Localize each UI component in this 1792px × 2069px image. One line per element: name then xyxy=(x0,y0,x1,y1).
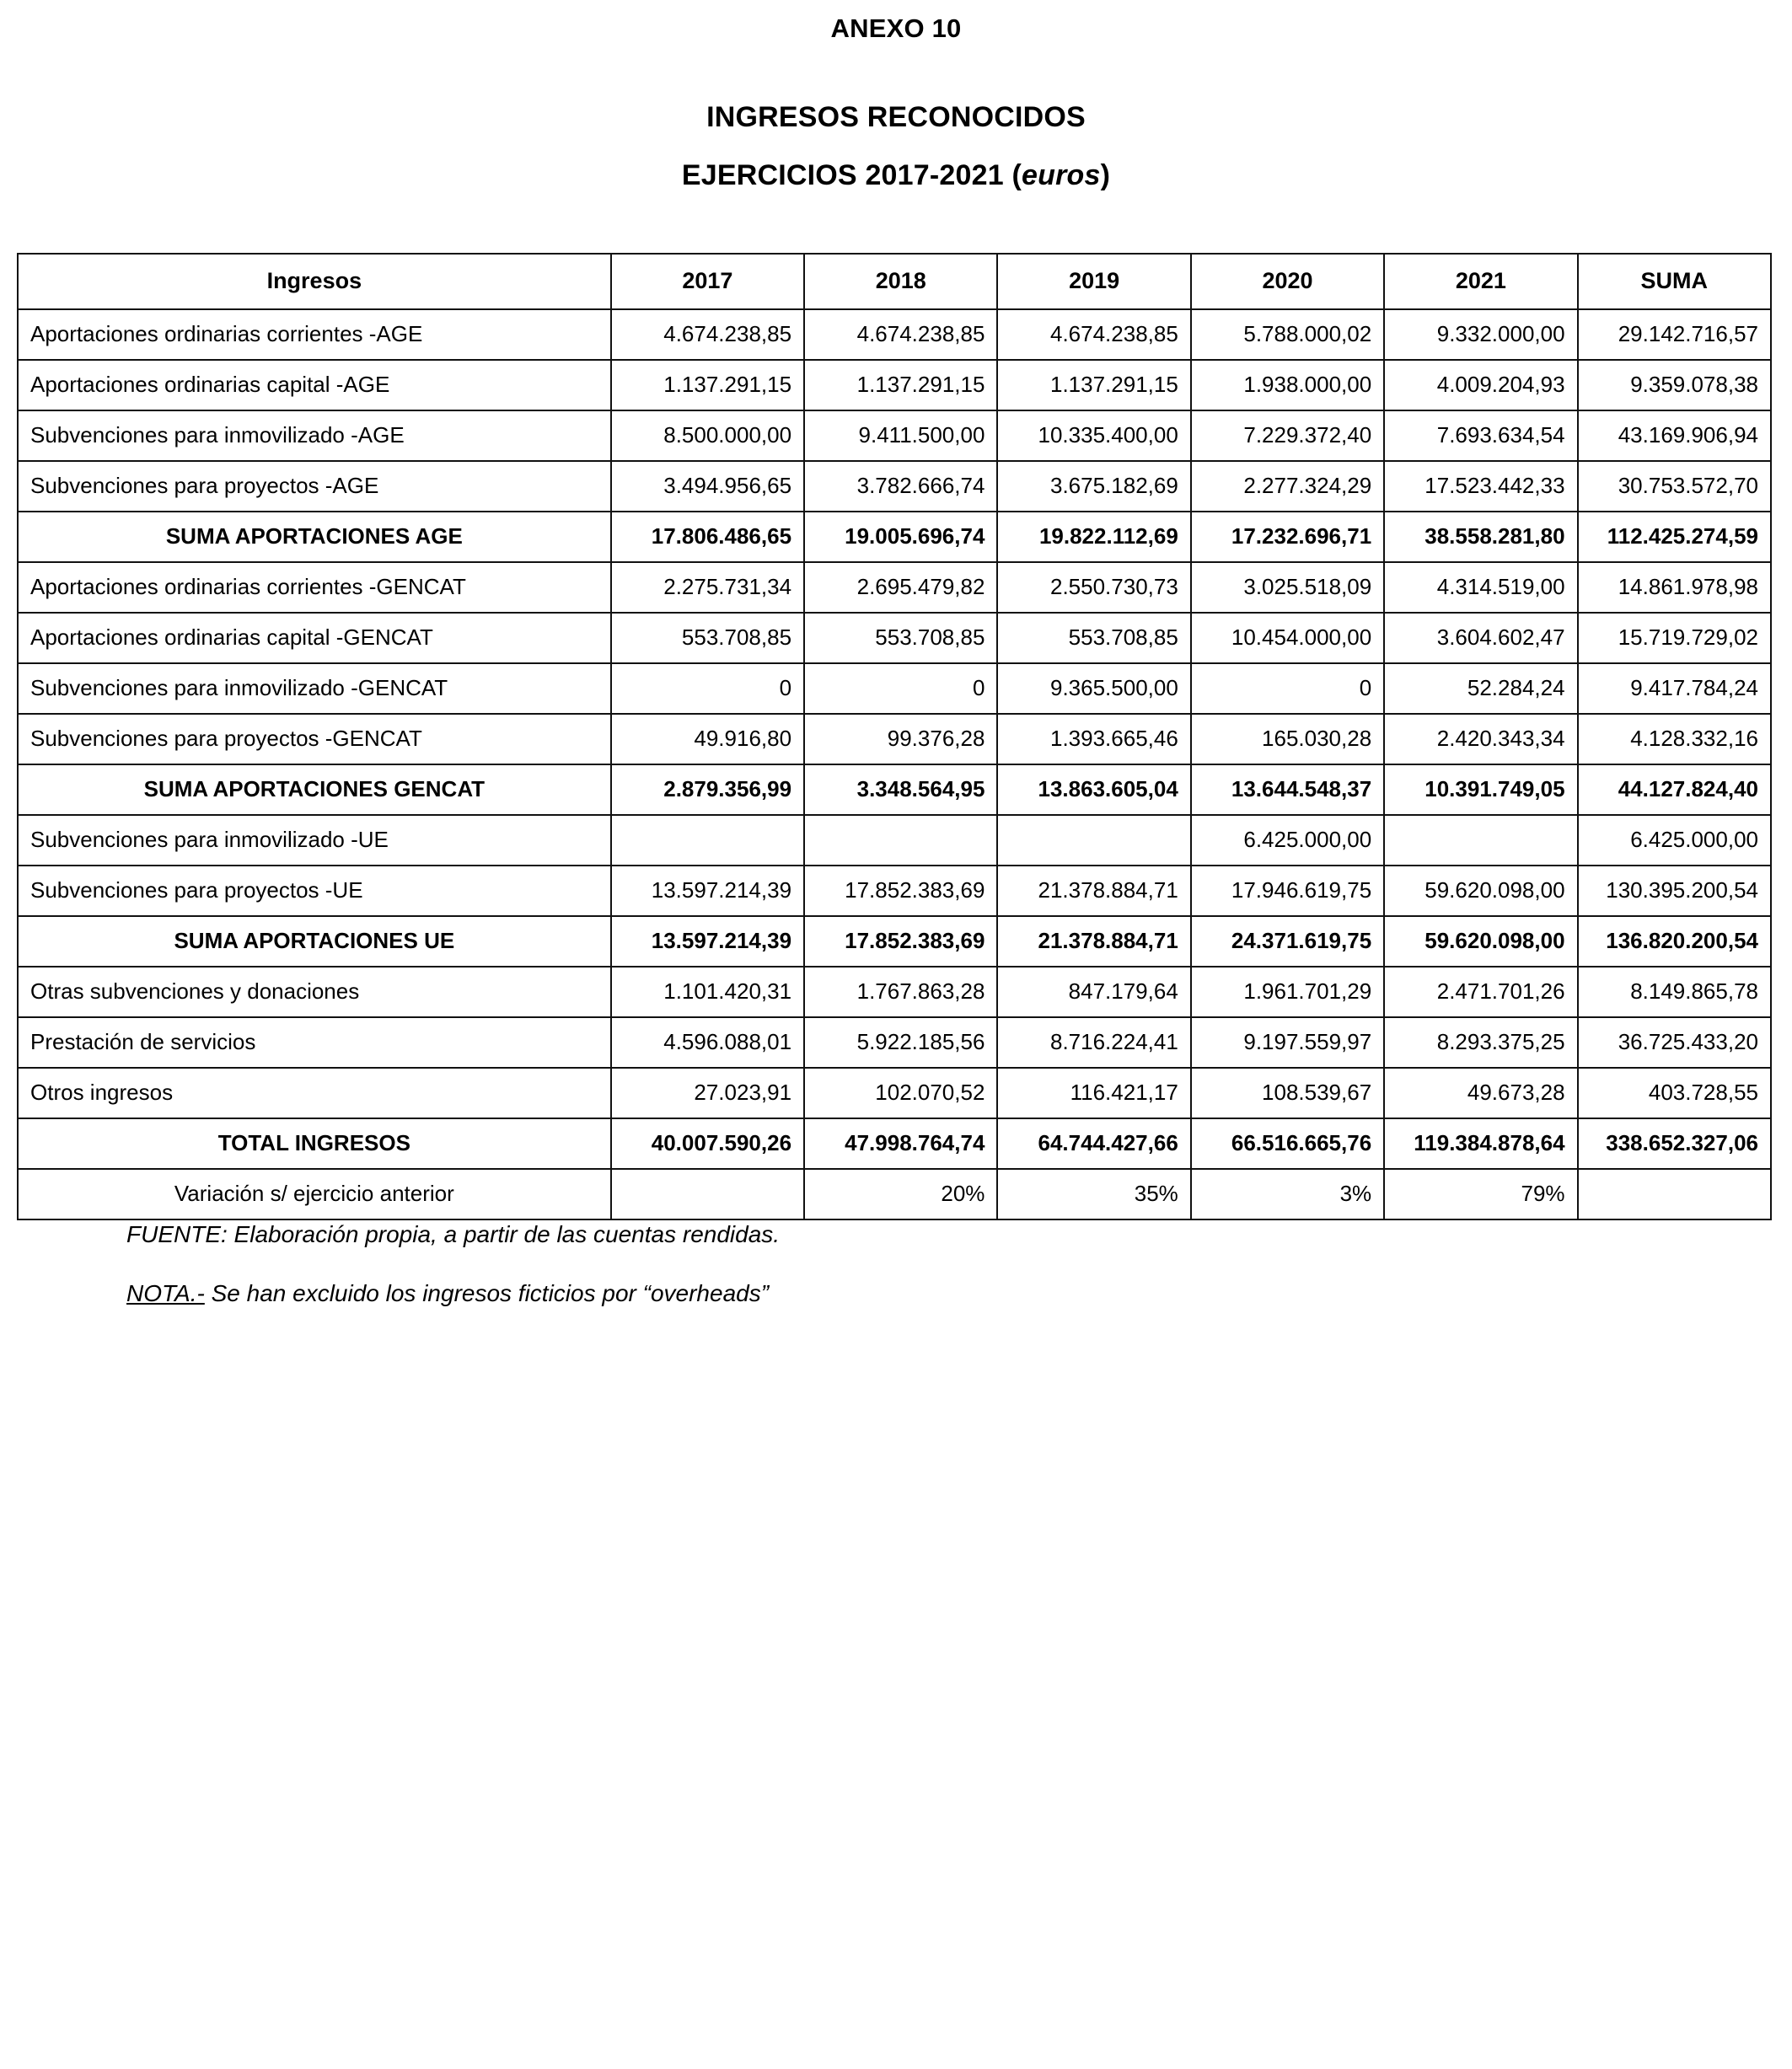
row-value: 7.693.634,54 xyxy=(1384,410,1577,461)
row-value: 20% xyxy=(804,1169,997,1219)
row-value: 38.558.281,80 xyxy=(1384,512,1577,562)
row-value: 3.782.666,74 xyxy=(804,461,997,512)
row-value: 10.454.000,00 xyxy=(1191,613,1384,663)
row-value xyxy=(1578,1169,1771,1219)
row-value: 5.922.185,56 xyxy=(804,1017,997,1068)
row-value: 1.938.000,00 xyxy=(1191,360,1384,410)
table-row xyxy=(18,714,1771,764)
row-value: 102.070,52 xyxy=(804,1068,997,1118)
table-row xyxy=(18,764,1771,815)
ingresos-table xyxy=(17,253,1772,1220)
row-value xyxy=(997,815,1190,866)
row-value: 3% xyxy=(1191,1169,1384,1219)
row-value: 338.652.327,06 xyxy=(1578,1118,1771,1169)
row-label: TOTAL INGRESOS xyxy=(18,1118,611,1169)
row-value: 8.293.375,25 xyxy=(1384,1017,1577,1068)
row-value: 4.674.238,85 xyxy=(611,309,804,360)
sub-title xyxy=(0,134,1792,192)
row-value: 553.708,85 xyxy=(997,613,1190,663)
row-value: 17.852.383,69 xyxy=(804,916,997,967)
column-header-2020: 2020 xyxy=(1191,254,1384,309)
ingresos-table-wrapper xyxy=(17,253,1772,1220)
table-row xyxy=(18,360,1771,410)
column-header-2018: 2018 xyxy=(804,254,997,309)
row-value: 4.009.204,93 xyxy=(1384,360,1577,410)
table-row xyxy=(18,613,1771,663)
row-value: 130.395.200,54 xyxy=(1578,866,1771,916)
row-label: Otros ingresos xyxy=(18,1068,611,1118)
row-value: 9.197.559,97 xyxy=(1191,1017,1384,1068)
row-value: 403.728,55 xyxy=(1578,1068,1771,1118)
row-value: 17.523.442,33 xyxy=(1384,461,1577,512)
row-label: Variación s/ ejercicio anterior xyxy=(18,1169,611,1219)
footnote-nota xyxy=(126,1279,1559,1308)
row-value: 4.314.519,00 xyxy=(1384,562,1577,613)
row-value: 3.348.564,95 xyxy=(804,764,997,815)
table-row xyxy=(18,1118,1771,1169)
row-value: 13.644.548,37 xyxy=(1191,764,1384,815)
row-label: SUMA APORTACIONES UE xyxy=(18,916,611,967)
row-value: 116.421,17 xyxy=(997,1068,1190,1118)
row-value: 108.539,67 xyxy=(1191,1068,1384,1118)
row-value: 136.820.200,54 xyxy=(1578,916,1771,967)
row-value: 0 xyxy=(804,663,997,714)
row-value: 3.604.602,47 xyxy=(1384,613,1577,663)
row-value: 8.149.865,78 xyxy=(1578,967,1771,1017)
row-value: 2.277.324,29 xyxy=(1191,461,1384,512)
row-value: 8.716.224,41 xyxy=(997,1017,1190,1068)
table-row xyxy=(18,1068,1771,1118)
column-header-2021: 2021 xyxy=(1384,254,1577,309)
row-label: Subvenciones para inmovilizado -GENCAT xyxy=(18,663,611,714)
row-value: 19.005.696,74 xyxy=(804,512,997,562)
row-value: 2.471.701,26 xyxy=(1384,967,1577,1017)
row-value: 2.879.356,99 xyxy=(611,764,804,815)
row-value: 15.719.729,02 xyxy=(1578,613,1771,663)
sub-title-euros: euros xyxy=(1022,159,1101,191)
table-row xyxy=(18,916,1771,967)
row-value: 59.620.098,00 xyxy=(1384,916,1577,967)
row-value: 17.806.486,65 xyxy=(611,512,804,562)
row-value: 1.393.665,46 xyxy=(997,714,1190,764)
table-row xyxy=(18,562,1771,613)
title-block xyxy=(0,0,1792,192)
footnote-nota-label: NOTA.- xyxy=(126,1279,205,1306)
row-value: 24.371.619,75 xyxy=(1191,916,1384,967)
footnotes xyxy=(126,1220,1559,1307)
row-label: Aportaciones ordinarias capital -GENCAT xyxy=(18,613,611,663)
row-value: 14.861.978,98 xyxy=(1578,562,1771,613)
row-value: 35% xyxy=(997,1169,1190,1219)
table-row xyxy=(18,1169,1771,1219)
row-value: 1.101.420,31 xyxy=(611,967,804,1017)
row-label: Prestación de servicios xyxy=(18,1017,611,1068)
row-value: 29.142.716,57 xyxy=(1578,309,1771,360)
column-header-2019: 2019 xyxy=(997,254,1190,309)
row-value: 1.767.863,28 xyxy=(804,967,997,1017)
table-row xyxy=(18,967,1771,1017)
row-value: 17.852.383,69 xyxy=(804,866,997,916)
row-label: SUMA APORTACIONES AGE xyxy=(18,512,611,562)
table-row xyxy=(18,309,1771,360)
row-label: Subvenciones para proyectos -GENCAT xyxy=(18,714,611,764)
row-value: 4.674.238,85 xyxy=(997,309,1190,360)
table-row xyxy=(18,663,1771,714)
row-value: 4.674.238,85 xyxy=(804,309,997,360)
row-value: 7.229.372,40 xyxy=(1191,410,1384,461)
row-label: Subvenciones para inmovilizado -AGE xyxy=(18,410,611,461)
row-value: 49.916,80 xyxy=(611,714,804,764)
row-label: Subvenciones para proyectos -UE xyxy=(18,866,611,916)
row-value: 21.378.884,71 xyxy=(997,866,1190,916)
row-value: 30.753.572,70 xyxy=(1578,461,1771,512)
row-value: 64.744.427,66 xyxy=(997,1118,1190,1169)
row-value: 99.376,28 xyxy=(804,714,997,764)
row-value: 3.494.956,65 xyxy=(611,461,804,512)
row-value: 8.500.000,00 xyxy=(611,410,804,461)
table-header xyxy=(18,254,1771,309)
row-value: 47.998.764,74 xyxy=(804,1118,997,1169)
row-value xyxy=(611,1169,804,1219)
table-row xyxy=(18,866,1771,916)
row-value: 49.673,28 xyxy=(1384,1068,1577,1118)
row-label: Aportaciones ordinarias corrientes -AGE xyxy=(18,309,611,360)
row-value: 6.425.000,00 xyxy=(1191,815,1384,866)
row-value: 4.596.088,01 xyxy=(611,1017,804,1068)
row-value xyxy=(611,815,804,866)
row-value: 43.169.906,94 xyxy=(1578,410,1771,461)
row-value: 59.620.098,00 xyxy=(1384,866,1577,916)
row-value: 79% xyxy=(1384,1169,1577,1219)
sub-title-suffix: ) xyxy=(1100,159,1111,191)
row-value: 9.365.500,00 xyxy=(997,663,1190,714)
row-value xyxy=(804,815,997,866)
row-value: 13.863.605,04 xyxy=(997,764,1190,815)
row-value: 10.391.749,05 xyxy=(1384,764,1577,815)
row-value: 1.137.291,15 xyxy=(611,360,804,410)
row-value: 3.025.518,09 xyxy=(1191,562,1384,613)
sub-title-prefix: EJERCICIOS 2017-2021 ( xyxy=(681,159,1022,191)
row-value: 66.516.665,76 xyxy=(1191,1118,1384,1169)
row-value: 2.275.731,34 xyxy=(611,562,804,613)
row-value: 112.425.274,59 xyxy=(1578,512,1771,562)
row-value: 6.425.000,00 xyxy=(1578,815,1771,866)
column-header-suma: SUMA xyxy=(1578,254,1771,309)
row-label: Subvenciones para proyectos -AGE xyxy=(18,461,611,512)
header-row xyxy=(18,254,1771,309)
row-value: 0 xyxy=(1191,663,1384,714)
row-value: 1.137.291,15 xyxy=(997,360,1190,410)
row-value: 44.127.824,40 xyxy=(1578,764,1771,815)
row-value: 13.597.214,39 xyxy=(611,866,804,916)
row-value: 1.137.291,15 xyxy=(804,360,997,410)
row-value: 4.128.332,16 xyxy=(1578,714,1771,764)
row-value: 17.946.619,75 xyxy=(1191,866,1384,916)
row-value: 10.335.400,00 xyxy=(997,410,1190,461)
row-value: 17.232.696,71 xyxy=(1191,512,1384,562)
table-body xyxy=(18,309,1771,1219)
row-value: 2.550.730,73 xyxy=(997,562,1190,613)
row-value: 2.420.343,34 xyxy=(1384,714,1577,764)
row-label: SUMA APORTACIONES GENCAT xyxy=(18,764,611,815)
row-label: Subvenciones para inmovilizado -UE xyxy=(18,815,611,866)
row-value: 847.179,64 xyxy=(997,967,1190,1017)
row-value: 0 xyxy=(611,663,804,714)
row-value: 553.708,85 xyxy=(804,613,997,663)
row-value: 40.007.590,26 xyxy=(611,1118,804,1169)
table-row xyxy=(18,461,1771,512)
row-value: 2.695.479,82 xyxy=(804,562,997,613)
row-value: 553.708,85 xyxy=(611,613,804,663)
row-value: 52.284,24 xyxy=(1384,663,1577,714)
footnote-nota-text: Se han excluido los ingresos ficticios por “overheads” xyxy=(204,1279,770,1306)
row-label: Aportaciones ordinarias corrientes -GENCAT xyxy=(18,562,611,613)
column-header-ingresos: Ingresos xyxy=(18,254,611,309)
row-value: 9.417.784,24 xyxy=(1578,663,1771,714)
row-label: Otras subvenciones y donaciones xyxy=(18,967,611,1017)
table-row xyxy=(18,512,1771,562)
row-value: 165.030,28 xyxy=(1191,714,1384,764)
footnote-fuente: FUENTE: Elaboración propia, a partir de las cuentas rendidas. xyxy=(126,1221,781,1247)
table-row xyxy=(18,1017,1771,1068)
row-value: 5.788.000,02 xyxy=(1191,309,1384,360)
table-row xyxy=(18,410,1771,461)
main-title: INGRESOS RECONOCIDOS xyxy=(706,101,1086,133)
table-row xyxy=(18,815,1771,866)
column-header-2017: 2017 xyxy=(611,254,804,309)
row-label: Aportaciones ordinarias capital -AGE xyxy=(18,360,611,410)
row-value: 9.411.500,00 xyxy=(804,410,997,461)
row-value: 9.332.000,00 xyxy=(1384,309,1577,360)
row-value: 21.378.884,71 xyxy=(997,916,1190,967)
row-value: 3.675.182,69 xyxy=(997,461,1190,512)
row-value: 1.961.701,29 xyxy=(1191,967,1384,1017)
row-value: 119.384.878,64 xyxy=(1384,1118,1577,1169)
row-value: 27.023,91 xyxy=(611,1068,804,1118)
row-value xyxy=(1384,815,1577,866)
row-value: 9.359.078,38 xyxy=(1578,360,1771,410)
row-value: 19.822.112,69 xyxy=(997,512,1190,562)
row-value: 36.725.433,20 xyxy=(1578,1017,1771,1068)
anexo-title: ANEXO 10 xyxy=(830,13,962,43)
row-value: 13.597.214,39 xyxy=(611,916,804,967)
